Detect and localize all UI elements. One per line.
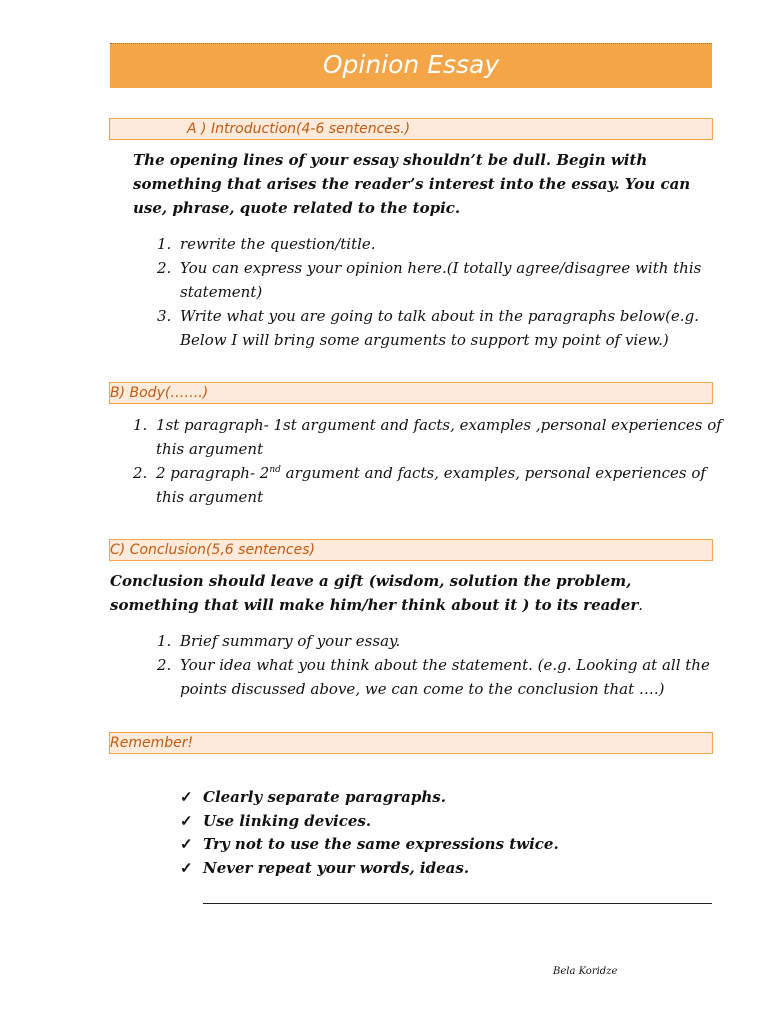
body-list — [133, 413, 726, 509]
conclusion-paragraph: Conclusion should leave a gift (wisdom, solution the problem, something that will make him/her think about it ) to its reader. — [110, 572, 644, 614]
list-item: 2. You can express your opinion here.(I totally agree/disagree with this statement) — [157, 259, 702, 301]
intro-paragraph: The opening lines of your essay shouldn’t be dull. Begin with something that arises the reader’s interest into the essay. You can use, phrase, quote related to the topic. — [133, 151, 691, 217]
conclusion-list — [157, 629, 720, 701]
conclusion-heading: C) Conclusion(5,6 sentences) — [110, 542, 315, 558]
author-name: Bela Koridze — [553, 966, 618, 977]
body-heading-box — [109, 382, 713, 404]
page-title: Opinion Essay — [322, 50, 500, 79]
divider-line — [203, 903, 712, 904]
title-banner — [110, 43, 712, 88]
list-item: ✓ Clearly separate paragraphs. — [180, 786, 720, 810]
remember-heading-box — [109, 732, 713, 754]
intro-heading: A ) Introduction(4-6 sentences.) — [187, 121, 411, 137]
intro-list — [157, 232, 720, 352]
check-icon: ✓ — [180, 811, 193, 830]
list-item: 2. Your idea what you think about the statement. (e.g. Looking at all the points discussed above, we can come to the conclusion that ….) — [157, 656, 710, 698]
check-icon: ✓ — [180, 835, 193, 853]
list-item: ✓ Try not to use the same expressions twice. — [180, 833, 720, 857]
list-item: 1. Brief summary of your essay. — [157, 632, 401, 650]
list-item: 1. rewrite the question/title. — [157, 235, 376, 253]
check-icon: ✓ — [180, 788, 193, 806]
check-icon: ✓ — [180, 858, 193, 877]
list-item: 1. 1st paragraph- 1st argument and facts, examples ,personal experiences of this argument — [133, 416, 722, 458]
intro-heading-box — [109, 118, 713, 140]
remember-heading: Remember! — [110, 735, 194, 751]
list-item: ✓ Use linking devices. — [180, 810, 720, 834]
conclusion-heading-box — [109, 539, 713, 561]
list-item: ✓ Never repeat your words, ideas. — [180, 857, 720, 881]
body-heading: B) Body(…….) — [110, 385, 209, 401]
remember-list — [180, 786, 720, 880]
list-item: 2. 2 paragraph- 2nd argument and facts, examples, personal experiences of this argument — [133, 464, 706, 506]
list-item: 3. Write what you are going to talk about in the paragraphs below(e.g. Below I will bring some arguments to support my point of view.) — [157, 307, 699, 349]
